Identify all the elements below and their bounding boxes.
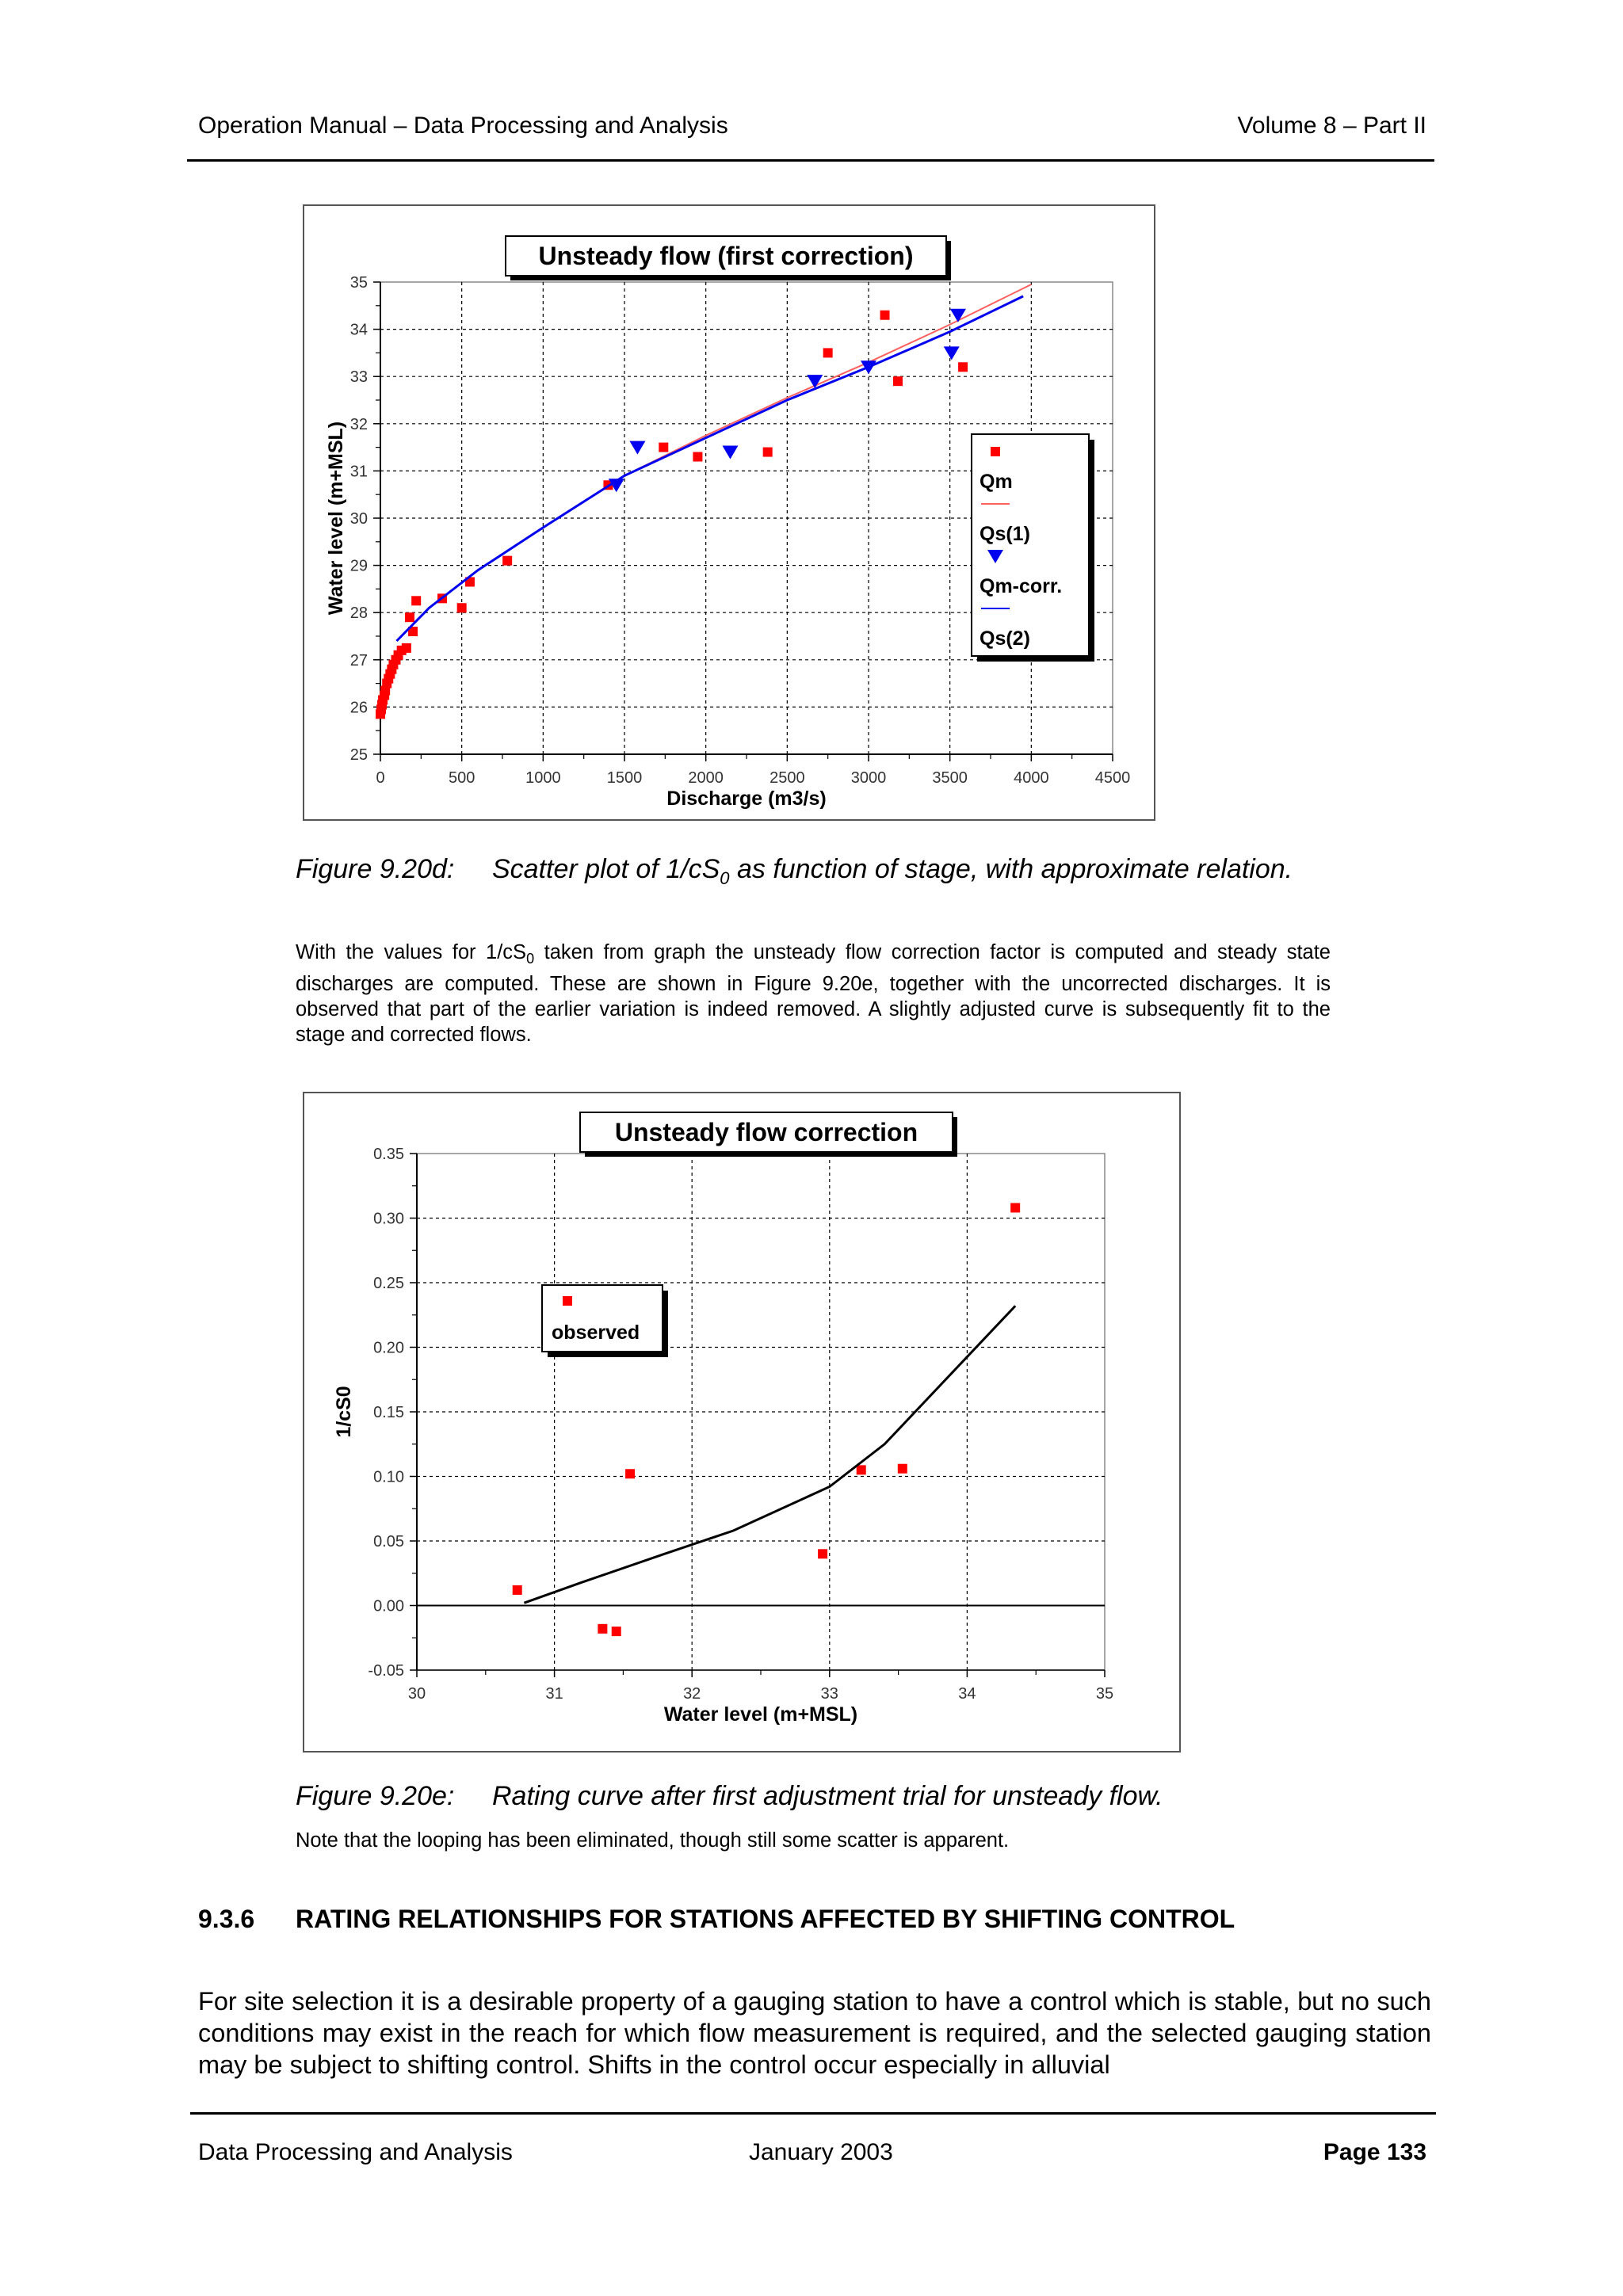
- data-point-square: [659, 443, 668, 452]
- figure-9-20d: [303, 204, 1155, 821]
- paragraph-1-post: taken from graph the unsteady flow correction factor is computed and steady state discharges are computed. These are shown in Figure 9.20e, together with the uncorrected discharges. It is observed that part of the earlier variation is indeed removed. A slightly adjusted curve is subsequently fit to the stage and corrected flows.: [296, 941, 1331, 1047]
- data-point-square: [857, 1465, 866, 1474]
- data-point-square: [898, 1464, 907, 1474]
- y-axis-label: Water level (m+MSL): [325, 421, 347, 616]
- y-tick-label: 34: [349, 321, 368, 339]
- data-point-square: [612, 1627, 621, 1636]
- data-point-square: [502, 556, 512, 566]
- y-tick-label: 25: [349, 746, 368, 764]
- y-tick-label: 31: [349, 463, 368, 481]
- section-title: RATING RELATIONSHIPS FOR STATIONS AFFECTED BY SHIFTING CONTROL: [296, 1905, 1235, 1933]
- x-tick-label: 0: [376, 769, 385, 787]
- legend-label: Qm-corr.: [980, 575, 1063, 597]
- data-point-square: [693, 452, 702, 462]
- x-axis-label: Water level (m+MSL): [663, 1703, 858, 1726]
- caption-number: Figure 9.20d:: [296, 854, 455, 884]
- legend-marker-square: [991, 447, 1000, 456]
- x-tick-label: 1000: [525, 769, 561, 787]
- footer-left: Data Processing and Analysis: [198, 2139, 513, 2165]
- caption-text-post: as function of stage, with approximate relation.: [729, 854, 1293, 884]
- x-tick-label: 3500: [932, 769, 968, 787]
- chart-title: Unsteady flow correction: [614, 1118, 918, 1146]
- paragraph-2: For site selection it is a desirable property of a gauging station to have a control which is stable, but no such conditions may exist in the reach for which flow measurement is required, and the selected gauging station may be subject to shifting control. Shifts in the control occur especially in alluvial: [198, 1987, 1431, 2079]
- x-tick-label: 34: [958, 1685, 976, 1703]
- legend-label: Qs(1): [980, 523, 1030, 545]
- data-point-square: [893, 376, 903, 386]
- figure-note: Note that the looping has been eliminated, though still some scatter is apparent.: [296, 1829, 1010, 1852]
- x-tick-label: 4500: [1094, 769, 1131, 787]
- chart-unsteady-flow-correction: [304, 1093, 1179, 1751]
- y-tick-label: 26: [349, 699, 368, 717]
- x-tick-label: 2000: [688, 769, 724, 787]
- x-tick-label: 31: [545, 1685, 563, 1703]
- y-tick-label: 0.25: [373, 1275, 404, 1292]
- data-point-square: [402, 643, 411, 653]
- data-point-square: [625, 1469, 635, 1478]
- legend-label: observed: [552, 1322, 640, 1344]
- data-point-square: [405, 612, 414, 622]
- data-point-square: [763, 448, 773, 457]
- x-tick-label: 2500: [769, 769, 805, 787]
- x-tick-label: 35: [1095, 1685, 1114, 1703]
- y-tick-label: 32: [349, 415, 368, 433]
- y-tick-label: 0.05: [373, 1533, 404, 1550]
- x-tick-label: 1500: [606, 769, 643, 787]
- y-tick-label: 29: [349, 557, 368, 575]
- y-tick-label: 0.30: [373, 1210, 404, 1228]
- caption-text-pre: Scatter plot of 1/cS: [492, 854, 720, 884]
- x-tick-label: 3000: [850, 769, 887, 787]
- x-tick-label: 4000: [1014, 769, 1049, 787]
- figure-9-20d-caption: [296, 854, 1293, 889]
- y-tick-label: 27: [349, 651, 368, 669]
- legend-marker-square: [563, 1296, 572, 1306]
- header-left: Operation Manual – Data Processing and Analysis: [198, 113, 728, 139]
- y-tick-label: 0.10: [373, 1468, 404, 1486]
- legend-box: [972, 434, 1089, 656]
- y-tick-label: 28: [349, 605, 368, 623]
- data-point-square: [457, 603, 467, 612]
- footer-center: January 2003: [749, 2139, 893, 2165]
- paragraph-1: [296, 940, 1331, 1047]
- data-point-square: [513, 1585, 522, 1595]
- caption-text: Rating curve after first adjustment trial for unsteady flow.: [492, 1781, 1163, 1811]
- data-point-square: [823, 348, 833, 357]
- legend-label: Qs(2): [980, 627, 1030, 650]
- figure-9-20e: [303, 1092, 1181, 1753]
- caption-number: Figure 9.20e:: [296, 1781, 455, 1811]
- footer-page-number: Page 133: [1323, 2139, 1426, 2165]
- data-point-square: [1010, 1203, 1020, 1212]
- y-tick-label: 35: [349, 274, 368, 292]
- paragraph-1-subscript: 0: [526, 951, 535, 967]
- y-tick-label: 30: [349, 510, 368, 528]
- paragraph-1-pre: With the values for 1/cS: [296, 941, 527, 963]
- x-tick-label: 500: [448, 769, 475, 787]
- caption-subscript: 0: [720, 868, 730, 888]
- y-tick-label: 0.00: [373, 1597, 404, 1615]
- legend-label: Qm: [980, 471, 1013, 493]
- data-point-square: [598, 1624, 607, 1634]
- header-rule: [187, 159, 1434, 162]
- header-right: Volume 8 – Part II: [1237, 113, 1426, 139]
- chart-title: Unsteady flow (first correction): [538, 242, 914, 270]
- y-axis-label: 1/cS0: [333, 1386, 355, 1438]
- y-tick-label: 0.35: [373, 1146, 404, 1163]
- data-point-square: [880, 311, 890, 320]
- figure-9-20e-caption: [296, 1781, 1163, 1812]
- data-point-square: [818, 1549, 827, 1558]
- y-tick-label: 0.15: [373, 1404, 404, 1421]
- y-tick-label: -0.05: [368, 1662, 404, 1680]
- data-point-square: [958, 362, 968, 372]
- x-axis-label: Discharge (m3/s): [666, 788, 827, 810]
- y-tick-label: 33: [349, 368, 368, 387]
- y-tick-label: 0.20: [373, 1339, 404, 1357]
- data-point-square: [411, 596, 421, 605]
- x-tick-label: 33: [820, 1685, 838, 1703]
- chart-unsteady-flow-first-correction: [304, 206, 1154, 819]
- section-number: 9.3.6: [198, 1905, 255, 1933]
- footer-rule: [190, 2112, 1436, 2115]
- x-tick-label: 32: [683, 1685, 701, 1703]
- x-tick-label: 30: [407, 1685, 426, 1703]
